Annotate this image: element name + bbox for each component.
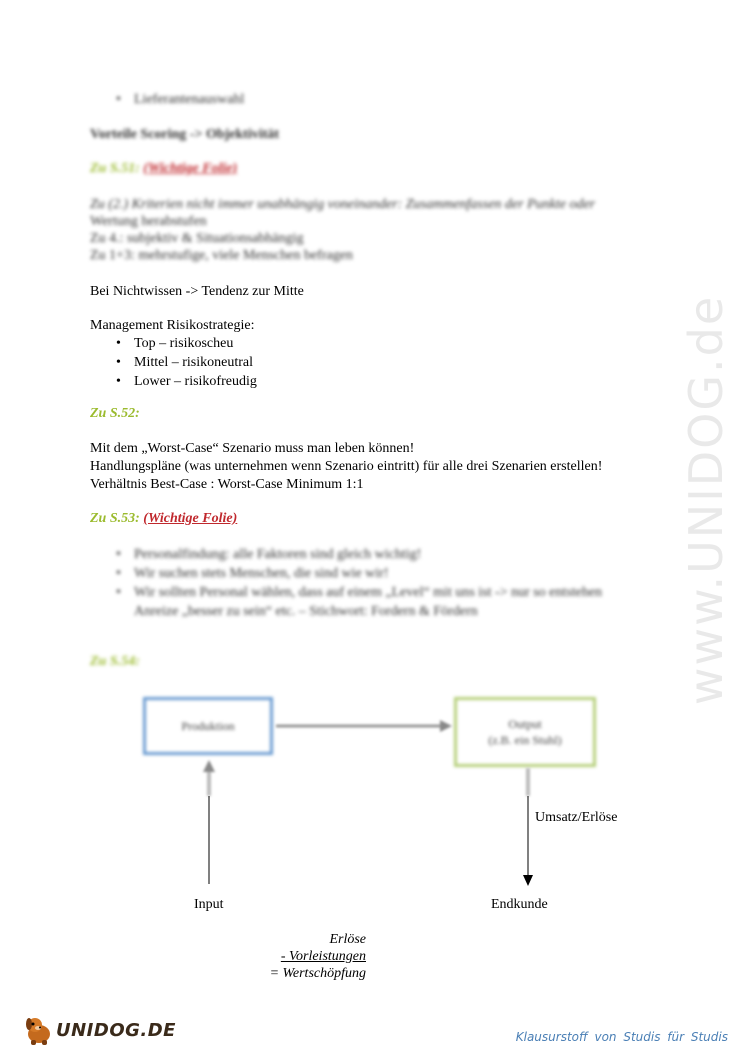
arrow-head-right <box>440 720 452 732</box>
arrow-head-up <box>203 760 215 772</box>
s52-line1: Mit dem „Worst-Case“ Szenario muss man leben können! <box>90 441 415 456</box>
blurred-s51-line3: Zu 4.: subjektiv & Situationsabhängig <box>90 231 304 246</box>
list-item: • Wir suchen stets Menschen, die sind wie wir! <box>112 564 602 583</box>
list-item: • Wir sollten Personal wählen, dass auf einem „Level“ mit uns ist -> nur so entstehen <box>112 583 602 602</box>
input-label: Input <box>194 897 224 912</box>
umsatz-label: Umsatz/Erlöse <box>535 810 618 825</box>
risk-heading: Management Risikostrategie: <box>90 318 255 333</box>
blurred-s51-line4: Zu 1+3: mehrstufige, viele Menschen befragen <box>90 248 353 263</box>
list-item: • Personalfindung: alle Faktoren sind gleich wichtig! <box>112 545 602 564</box>
list-item: • Lieferantenauswahl <box>112 90 244 109</box>
blurred-s51-line2: Wertung herabstufen <box>90 214 207 229</box>
blurred-heading-scoring: Vorteile Scoring -> Objektivität <box>90 127 280 142</box>
blurred-s54-heading: Zu S.54: <box>90 654 140 669</box>
logo-text: UNIDOG.DE <box>56 1019 176 1041</box>
list-item: • Top – risikoscheu <box>112 334 257 353</box>
list-item: Anreize „besser zu sein“ etc. – Stichwort: Fordern & Fördern <box>134 604 478 619</box>
arrow-head-down <box>523 875 533 886</box>
s53-heading: Zu S.53: (Wichtige Folie) <box>90 511 238 526</box>
blurred-s51-heading: Zu S.51: (Wichtige Folie) <box>90 161 238 176</box>
calc-revenue: Erlöse <box>329 932 366 947</box>
production-box: Produktion <box>143 697 273 755</box>
s52-line3: Verhältnis Best-Case : Worst-Case Minimum 1:1 <box>90 477 364 492</box>
endkunde-label: Endkunde <box>491 897 548 912</box>
blurred-s51-line1: Zu (2.) Kriterien nicht immer unabhängig voneinander: Zusammenfassen der Punkte oder <box>90 197 596 212</box>
list-item: • Mittel – risikoneutral <box>112 353 257 372</box>
calc-value-added: = Wertschöpfung <box>269 966 366 981</box>
calc-inputs: - Vorleistungen <box>280 949 366 964</box>
s52-line2: Handlungspläne (was unternehmen wenn Szenario eintritt) für alle drei Szenarien erstellen! <box>90 459 603 474</box>
unidog-logo <box>22 1014 176 1046</box>
nichtwissen-text: Bei Nichtwissen -> Tendenz zur Mitte <box>90 284 304 299</box>
watermark-text: www.UNIDOG.de <box>679 294 733 706</box>
blurred-arrow-group <box>203 720 528 796</box>
output-box: Output (z.B. ein Stuhl) <box>454 697 596 767</box>
value-added-calculation <box>230 931 366 982</box>
list-item: • Lower – risikofreudig <box>112 372 257 391</box>
s52-heading: Zu S.52: <box>90 406 140 421</box>
footer-tagline: Klausurstoff von Studis für Studis <box>515 1030 728 1044</box>
dog-icon <box>22 1014 56 1046</box>
